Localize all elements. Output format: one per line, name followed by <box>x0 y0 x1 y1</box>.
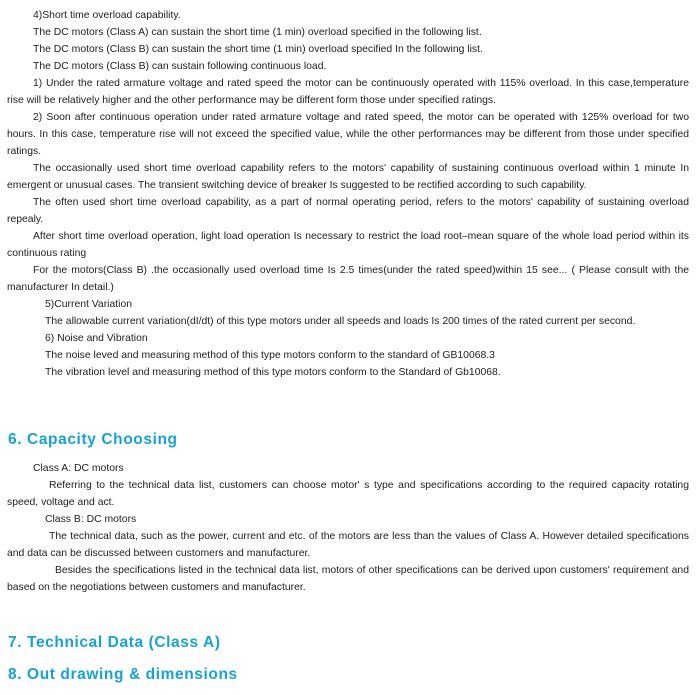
class-a-text: Referring to the technical data list, customers can choose motor' s type and specifications according to the required capacity rotating speed, voltage and act. <box>7 480 689 508</box>
class-a-overload-line: The DC motors (Class A) can sustain the short time (1 min) overload specified in the following list. <box>33 27 482 38</box>
overload-paragraph-6: For the motors(Class B) .the occasionally used overload time Is 2.5 times(under the rated speed)within 15 see... ( Please consult with the manufacturer In detail.) <box>7 265 689 293</box>
capacity-choosing-heading: 6. Capacity Choosing <box>8 431 178 448</box>
technical-data-heading: 7. Technical Data (Class A) <box>8 634 221 651</box>
overload-paragraph-5: After short time overload operation, light load operation Is necessary to restrict the load root–mean square of the whole load period within its continuous rating <box>7 231 689 259</box>
class-b-continuous-line: The DC motors (Class B) can sustain following continuous load. <box>33 61 327 72</box>
overload-section-title: 4)Short time overload capability. <box>33 10 181 21</box>
overload-paragraph-4: The often used short time overload capability, as a part of normal operating period, refers to the motors' capability of sustaining overload repealy. <box>7 197 689 225</box>
noise-vibration-title: 6) Noise and Vibration <box>45 333 148 344</box>
out-drawing-heading: 8. Out drawing & dimensions <box>8 666 238 683</box>
class-b-label: Class B: DC motors <box>45 514 137 525</box>
overload-paragraph-1: 1) Under the rated armature voltage and rated speed the motor can be continuously operated with 115% overload. In this case,temperature rise will be relatively higher and the other performance may be different form those under specified ratings. <box>7 78 689 106</box>
class-b-overload-line: The DC motors (Class B) can sustain the short time (1 min) overload specified In the following list. <box>33 44 483 55</box>
current-variation-text: The allowable current variation(dI/dt) of this type motors under all speeds and loads Is 200 times of the rated current per second. <box>45 316 636 327</box>
overload-paragraph-3: The occasionally used short time overload capability refers to the motors' capability of sustaining continuous overload within 1 minute In emergent or unusual cases. The transient switching device of breaker Is suggested to be rectified according to such capability. <box>7 163 689 191</box>
besides-text: Besides the specifications listed in the technical data list, motors of other specifications can be derived upon customers' requirement and based on the negotiations between customers and manufacturer. <box>7 565 689 593</box>
overload-paragraph-2: 2) Soon after continuous operation under rated armature voltage and rated speed, the motor can be operated with 125% overload for two hours. In this case, temperature rise will not exceed the specified value, while the other performances may be different from those under specified ratings. <box>7 112 689 157</box>
class-a-label: Class A: DC motors <box>33 463 124 474</box>
vibration-text: The vibration level and measuring method of this type motors conform to the Standard of Gb10068. <box>45 367 501 378</box>
noise-text: The noise leved and measuring method of this type motors conform to the standard of GB10068.3 <box>45 350 495 361</box>
class-b-text: The technical data, such as the power, current and etc. of the motors are less than the values of Class A. However detailed specifications and data can be discussed between customers and manufacturer. <box>7 531 689 559</box>
current-variation-title: 5)Current Variation <box>45 299 133 310</box>
